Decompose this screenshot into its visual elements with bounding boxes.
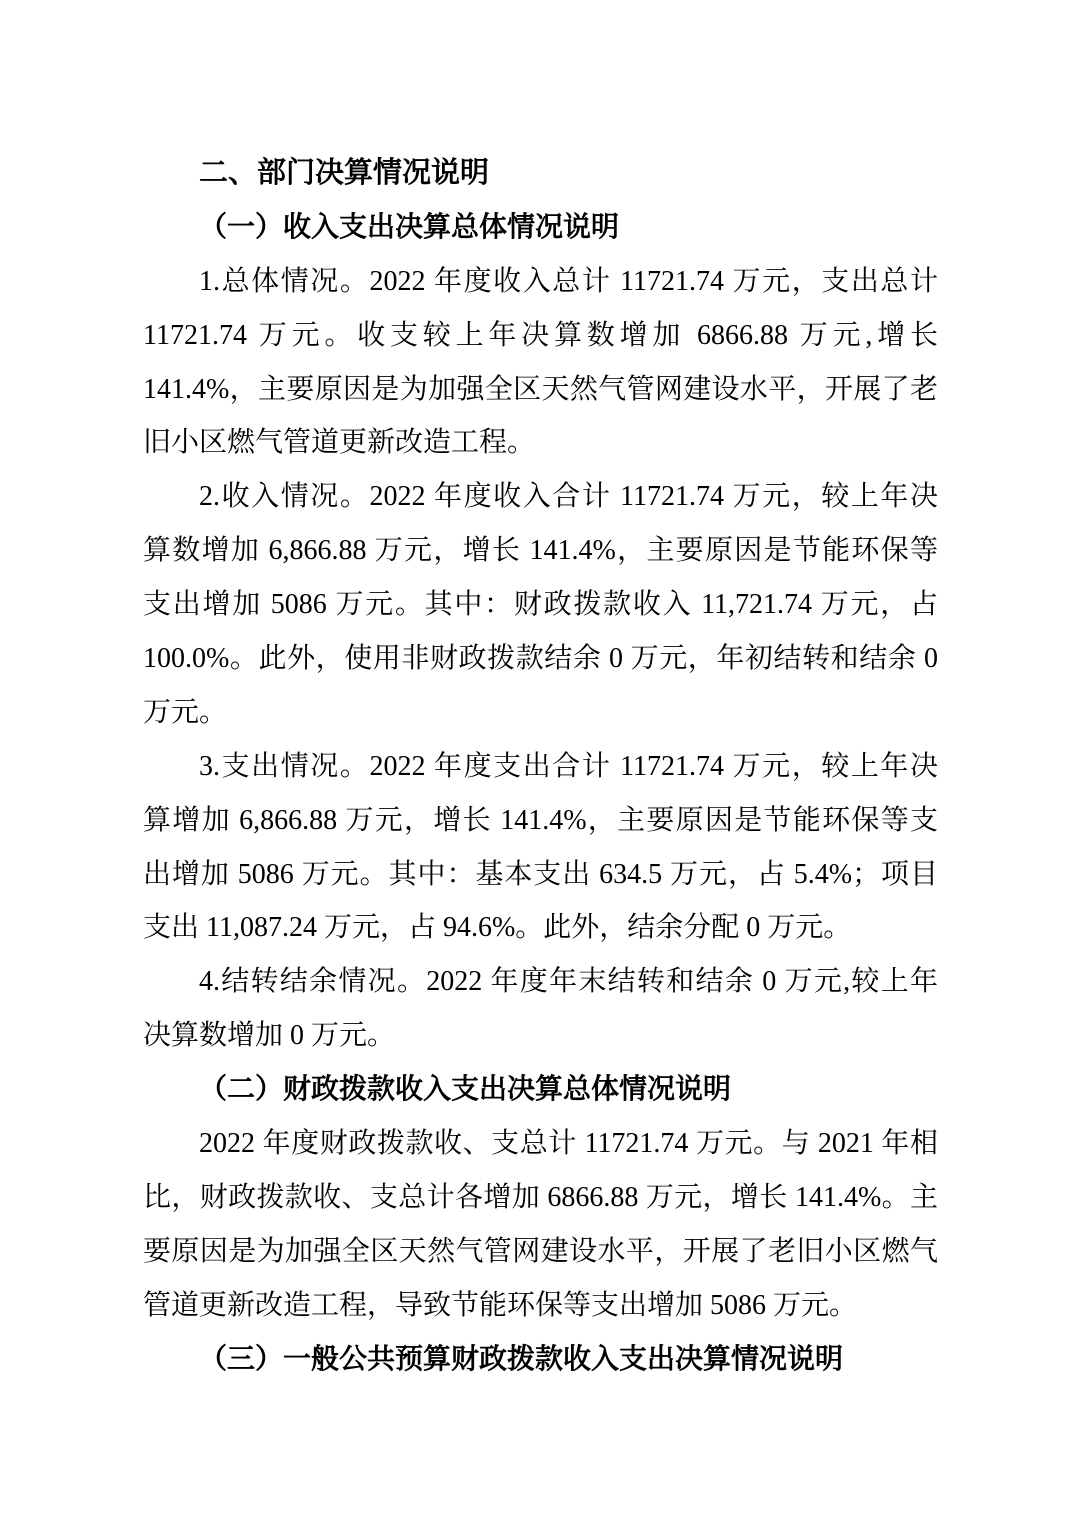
section2-para1-line1: 2022 年度财政拨款收、支总计 11721.74 万元。与 2021 年相 xyxy=(199,1128,938,1160)
section1-para4-line2: 决算数增加 0 万元。 xyxy=(143,1020,396,1052)
section1-para2-line2: 算数增加 6,866.88 万元，增长 141.4%，主要原因是节能环保等 xyxy=(143,535,938,567)
section1-para1-line4: 旧小区燃气管道更新改造工程。 xyxy=(143,427,536,459)
section2-heading: （二）财政拨款收入支出决算总体情况说明 xyxy=(199,1074,732,1106)
section1-para1-line2: 11721.74 万元。收支较上年决算数增加 6866.88 万元,增长 xyxy=(143,319,938,351)
section1-para3-line2: 算增加 6,866.88 万元，增长 141.4%，主要原因是节能环保等支 xyxy=(143,804,938,836)
section1-para1-line3: 141.4%，主要原因是为加强全区天然气管网建设水平，开展了老 xyxy=(143,373,938,405)
section1-para3-line3: 出增加 5086 万元。其中：基本支出 634.5 万元，占 5.4%；项目 xyxy=(143,858,938,890)
section1-para2-line3: 支出增加 5086 万元。其中：财政拨款收入 11,721.74 万元，占 xyxy=(143,589,938,621)
section1-para2-line4: 100.0%。此外，使用非财政拨款结余 0 万元，年初结转和结余 0 xyxy=(143,643,938,675)
section2-para1-line4: 管道更新改造工程，导致节能环保等支出增加 5086 万元。 xyxy=(143,1289,858,1321)
section3-heading: （三）一般公共预算财政拨款收入支出决算情况说明 xyxy=(199,1343,844,1375)
main-heading: 二、部门决算情况说明 xyxy=(199,157,490,189)
section2-para1-line2: 比，财政拨款收、支总计各增加 6866.88 万元，增长 141.4%。主 xyxy=(143,1181,938,1213)
section1-heading: （一）收入支出决算总体情况说明 xyxy=(199,211,620,243)
section1-para3-line1: 3.支出情况。2022 年度支出合计 11721.74 万元，较上年决 xyxy=(199,750,938,782)
section1-para2-line1: 2.收入情况。2022 年度收入合计 11721.74 万元，较上年决 xyxy=(199,481,938,513)
section1-para1-line1: 1.总体情况。2022 年度收入总计 11721.74 万元，支出总计 xyxy=(199,265,938,297)
section1-para4-line1: 4.结转结余情况。2022 年度年末结转和结余 0 万元,较上年 xyxy=(199,966,938,998)
section1-para3-line4: 支出 11,087.24 万元，占 94.6%。此外，结余分配 0 万元。 xyxy=(143,912,852,944)
section1-para2-line5: 万元。 xyxy=(143,696,228,728)
document-content xyxy=(143,147,938,1386)
section2-para1-line3: 要原因是为加强全区天然气管网建设水平，开展了老旧小区燃气 xyxy=(143,1235,938,1267)
